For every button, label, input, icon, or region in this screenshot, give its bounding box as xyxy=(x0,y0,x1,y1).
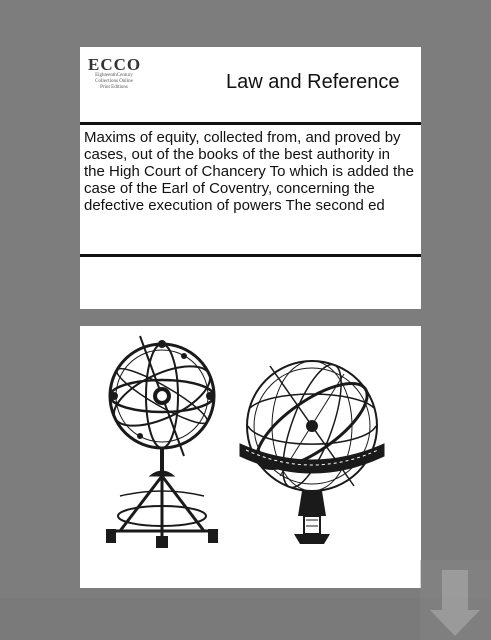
armillary-globe-icon xyxy=(240,358,384,544)
read-arrow-watermark-icon xyxy=(420,560,491,640)
ecco-logo-line-2: Collections Online xyxy=(95,79,133,84)
armillary-spheres-illustration xyxy=(80,326,421,588)
cover-title-panel xyxy=(80,47,421,309)
header-divider xyxy=(80,122,421,125)
illustration-panel xyxy=(80,326,421,588)
armillary-sphere-on-stand-icon xyxy=(106,336,219,548)
series-name: Law and Reference xyxy=(226,71,400,93)
cover-footer-band xyxy=(0,598,491,640)
ecco-logo-mark: ECCO xyxy=(88,55,142,74)
book-title: Maxims of equity, collected from, and proved by cases, out of the books of the best authority in the High Court of Chancery To which is added the case of the Earl of Coventry, concerning the defective execution of powers The second ed xyxy=(84,129,414,214)
cover-header xyxy=(80,47,421,122)
title-divider xyxy=(80,254,421,257)
ecco-logo xyxy=(88,56,140,112)
ecco-logo-line-3: Print Editions xyxy=(100,85,128,90)
ecco-logo-line-1: EighteenthCentury xyxy=(95,73,133,78)
